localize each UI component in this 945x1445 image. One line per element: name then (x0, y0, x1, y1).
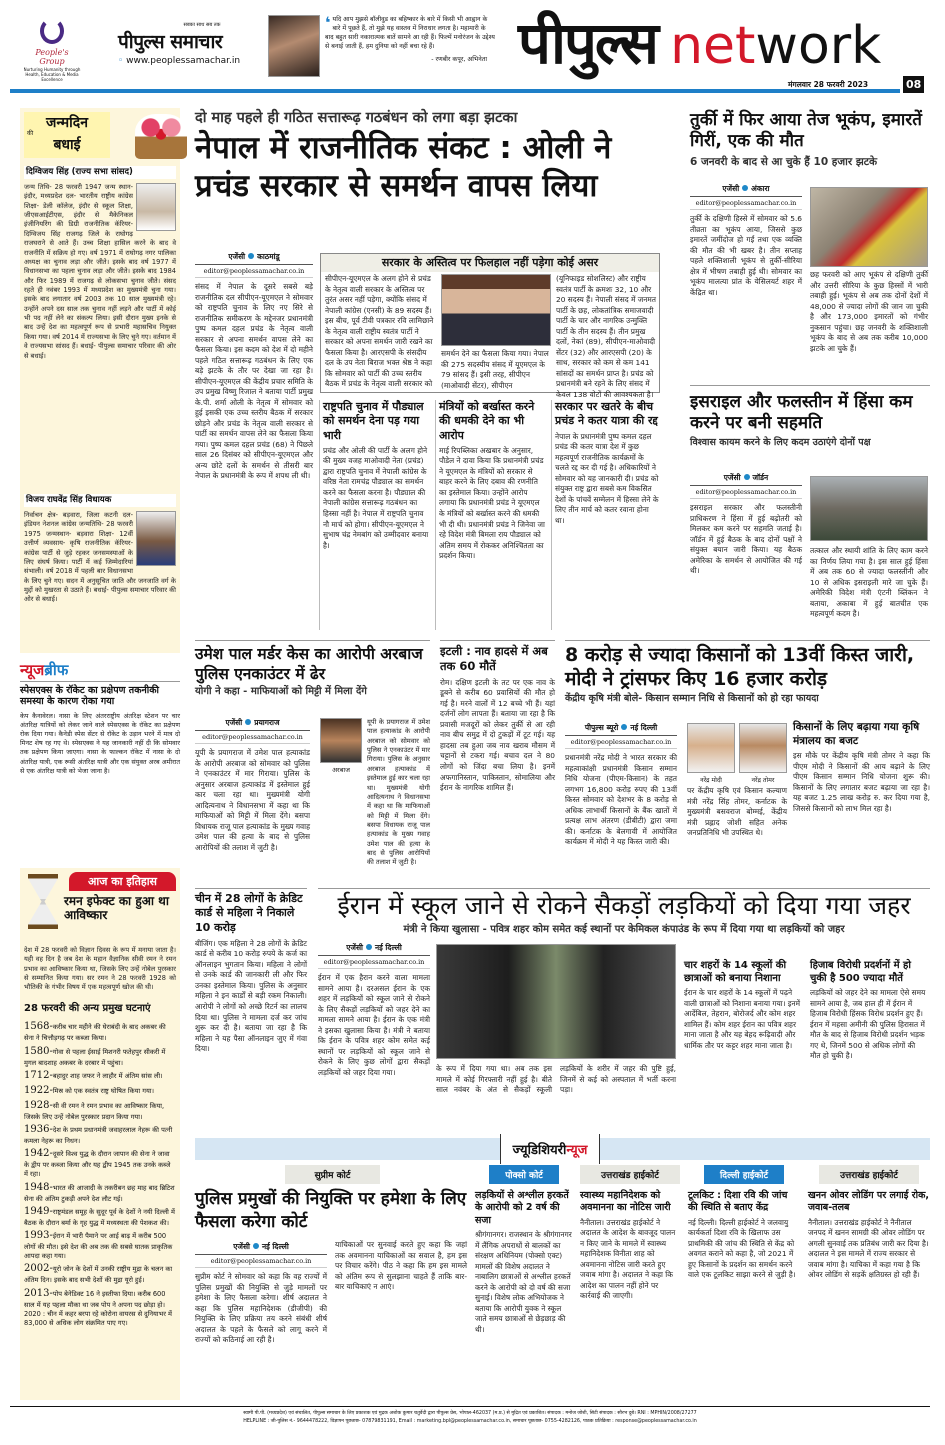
event-text: बहादुर शाह जफर ने लाहौर में अंतिम सांस ली। (52, 1071, 163, 1080)
bullet-icon (621, 724, 627, 730)
flower-basket-icon (135, 114, 187, 159)
israel-article: इसराइल और फलस्तीन में हिंसा कम करने पर बनी सहमति विश्वास कायम करने के लिए कदम उठाएंगे दोनों पक्ष एजेंसी जॉर्डन editor@peoplessamachar.co.in इसराइल सरकार और फलस्तीनी प्राधिकरण ने हिंसा में हुई बढ़ोतरी को मिलकर कम करने पर सहमति जताई है। जॉर्डन में हुई बैठक के बाद दोनों पक्षों ने संयुक्त बयान जारी किया। यह बैठक अमेरिका के समर्थन से आयोजित की गई थी। तत्काल और स्थायी शांति के लिए काम करने का निर्णय लिया गया है। इस साल हुई हिंसा में अब तक 60 से ज्यादा फलस्तीनी और 10 से अधिक इसराइली मारे जा चुके हैं। अमेरिकी विदेश मंत्री एंटनी ब्लिंकन ने बताया, अकाबा में हुई बातचीत एक महत्वपूर्ण कदम है। (690, 385, 930, 630)
event-year: 1936- (24, 1123, 53, 1135)
event-text: मिस्र को एक स्वतंत्र राष्ट्र घोषित किया गया। (52, 1086, 154, 1095)
history-header: आज का इतिहास रमन इफेक्ट का हुआ था आविष्कार (24, 872, 176, 940)
uttarakhand-hc-article-2: उत्तराखंड हाईकोर्ट खनन ओवर लोडिंग पर लगाई रोक, जवाब-तलब नैनीताल। उत्तराखंड हाईकोर्ट ने नैनीताल जनपद में खनन सामग्री की ओवर लोडिंग पर अगली सुनवाई तक प्रतिबंध जारी कर दिया है। अदालत ने इस मामले में राज्य सरकार से जवाब मांगा है। याचिका में कहा गया है कि ओवर लोडिंग से सड़कें क्षतिग्रस्त हो रही हैं। (808, 1165, 930, 1400)
event-text: दूसरे विश्व युद्ध के दौरान जापान की सेना ने जावा के द्वीप पर कब्जा किया और यह द्वीप 1945 तक उनके कब्जे में रहा। (24, 1150, 171, 1179)
umesh-pal-article: उमेश पाल मर्डर केस का आरोपी अरबाज पुलिस एनकाउंटर में ढेर योगी ने कहा - माफियाओं को मिट्टी में मिला देंगे एजेंसी प्रयागराज editor@peoplessamachar.co.in यूपी के प्रयागराज में उमेश पाल हत्याकांड के आरोपी अरबाज को सोमवार को पुलिस ने एनकाउंटर में मार गिराया। पुलिस के अनुसार अरबाज हत्याकांड में इस्तेमाल हुई कार चला रहा था। मुख्यमंत्री योगी आदित्यनाथ ने विधानसभा में कहा था कि माफियाओं को मिट्टी में मिला देंगे। बसपा विधायक राजू पाल हत्याकांड के मुख्य गवाह उमेश पाल की हत्या के बाद से पुलिस आरोपियों की तलाश में जुटी है। अरबाज यूपी के प्रयागराज में उमेश पाल हत्याकांड के आरोपी अरबाज को सोमवार को पुलिस ने एनकाउंटर में मार गिराया। पुलिस के अनुसार अरबाज हत्याकांड में इस्तेमाल हुई कार चला रहा था। मुख्यमंत्री योगी आदित्यनाथ ने विधानसभा में कहा था कि माफियाओं को मिट्टी में मिला देंगे। बसपा विधायक राजू पाल हत्याकांड के मुख्य गवाह उमेश पाल की हत्या के बाद से पुलिस आरोपियों की तलाश में जुटी है। (195, 640, 430, 880)
event-year: 1942- (24, 1148, 53, 1160)
page-number: 08 (903, 76, 924, 93)
event-text: राष्ट्रमंडल समूह के सुदूर पूर्व के देशों ने नयी दिल्ली में बैठक के दौरान बर्मा के गृह युद्ध में मध्यस्थता की पेशकश की। (24, 1207, 175, 1227)
bullet-icon (744, 474, 750, 480)
vijay-singh-photo (136, 511, 176, 566)
peoples-group-logo: People's Group Nurturing Humanity through Health, Education & Media Excellence (22, 18, 82, 82)
nepal-headline: नेपाल में राजनीतिक संकट : ओली ने प्रचंड सरकार से समर्थन वापस लिया (195, 129, 612, 205)
history-event (24, 1069, 176, 1083)
history-event (24, 1262, 176, 1285)
birthday-person-name: दिग्विजय सिंह (राज्य सभा सांसद) (24, 166, 176, 179)
website-link[interactable]: ◦ www.peoplessamachar.in (118, 56, 241, 66)
event-text: गोवा से पहला ईसाई मिशनरी फतेहपुर सीकरी में मुगल बादशाह अकबर के दरबार में पहुंचा। (24, 1047, 166, 1067)
event-year: 1712- (24, 1069, 53, 1081)
birthday-section: जन्मदिन की बधाई दिग्विजय सिंह (राज्य सभा सांसद) जन्म तिथि- 28 फरवरी 1947 जन्म स्थान- इंदौर, मध्यप्रदेश दल- भारतीय राष्ट्रीय कांग्रेस शिक्षा- डेली कॉलेज, इंदौर से स्कूल शिक्षा, जीएसआईटीएस, इंदौर से मैकेनिकल इंजीनियरिंग की डिग्री राजनीतिक कॅरियर- दिग्विजय सिंह राजगढ़ जिले के राघोगढ़ राजघराने से आते हैं। उच्च शिक्षा हासिल करने के बाद वे राजनीति में सक्रिय हो गए। वर्ष 1971 में राघोगढ़ नगर पालिका अध्यक्ष का चुनाव लड़ा और जीते। इसके बाद वर्ष 1977 में विधानसभा का पहला चुनाव लड़ा और जीते। इसके बाद 1984 और फिर 1989 में राजगढ़ से लोकसभा चुनाव जीते। संसद रहते ही नवंबर 1993 में मध्यप्रदेश का मुख्यमंत्री चुना गया। इसके बाद लगातार वर्ष 2003 तक 10 साल मुख्यमंत्री रहे। उन्होंने अपने दस साल तक चुनाव नहीं लड़ने और पार्टी में कोई भी पद नहीं लेने का संकल्प लिया। इसी दौरान मुख्य इनके से बाद उन्हें देश का महत्वपूर्ण रूप से प्रभारी महासचिव नियुक्त किया गया। वर्ष 2014 में राज्यसभा के लिए चुने गए। वर्तमान में वे राज्यसभा सांसद हैं। बधाई- पीपुल्स समाचार परिवार की ओर से बधाई। विजय राघवेंद्र सिंह विधायक निर्वाचन क्षेत्र- बड़वारा, जिला कटनी दल- इंडियन नेशनल कांग्रेस जन्मतिथि- 28 फरवरी 1975 जन्मस्थान- बड़वारा शिक्षा- 12वीं उत्तीर्ण व्यवसाय- कृषि राजनीतिक कॅरियर- कांग्रेस पार्टी से जुड़े रहकर जनसमस्याओं के लिए संघर्ष किया। पार्टी में कई जिम्मेदारियां संभाली। वर्ष 2018 में पहली बार विधानसभा के लिए चुने गए। सदन में अनुसूचित जाति और जनजाति वर्ग के मुद्दों को मुखरता से उठाते हैं। बधाई- पीपुल्स समाचार परिवार की ओर से बधाई। (20, 108, 180, 653)
judiciary-banner: ज्यूडिशियरीन्यूज (195, 1138, 930, 1160)
israel-street-photo (810, 476, 928, 541)
event-year: 1580- (24, 1045, 53, 1057)
history-event (24, 1229, 176, 1261)
history-event (24, 1045, 176, 1068)
event-year: 1568- (24, 1021, 53, 1033)
event-year: 1922- (24, 1084, 53, 1096)
birthday-person-name: विजय राघवेंद्र सिंह विधायक (24, 494, 176, 507)
bullet-icon (366, 944, 372, 950)
nepal-sub3: सरकार पर खतरे के बीच प्रचंड ने कतर यात्रा की रद्द नेपाल के प्रधानमंत्री पुष्प कमल दहल प्रचंड की कतर यात्रा देश में कुछ महत्वपूर्ण राजनीतिक कार्यक्रमों के चलते रद्द कर दी गई है। अधिकारियों ने सोमवार को यह जानकारी दी। प्रचंड को संयुक्त राष्ट्र द्वारा सबसे कम विकसित देशों के पांचवें सम्मेलन में हिस्सा लेने के लिए तीन मार्च को कतर रवाना होना था। (555, 400, 659, 525)
history-event (24, 1205, 176, 1228)
event-year: 2013- (24, 1287, 53, 1299)
earthquake-rubble-photo (810, 187, 928, 267)
iran-article: ईरान में स्कूल जाने से रोकने सैकड़ों लड़कियों को दिया गया जहर मंत्री ने किया खुलासा - पवित्र शहर कोम समेत कई स्थानों पर केमिकल कंपाउंड के रूप में दिया गया था लड़कियों को जहर एजेंसी नई दिल्ली editor@peoplessamachar.co.in ईरान में एक हैरान करने वाला मामला सामने आया है। दरअसल ईरान के एक शहर में लड़कियों को स्कूल जाने से रोकने के लिए सैकड़ों लड़कियों को जहर देने का मामला सामने आया है। ईरान के एक मंत्री ने इसका खुलासा किया है। मंत्री ने बताया कि ईरान के पवित्र शहर कोम समेत कई स्थानों पर लड़कियों को स्कूल जाने से रोकने के लिए कुछ लोगों द्वारा सैकड़ों लड़कियों को जहर दिया गया। के रूप में दिया गया था। अब तक इस मामले में कोई गिरफ्तारी नहीं हुई है। बीते साल नवंबर के अंत से सैकड़ों स्कूली लड़कियों के शरीर में जहर की पुष्टि हुई, जिनमें से कई को अस्पताल में भर्ती करना पड़ा। चार शहरों के 14 स्कूलों की छात्राओं को बनाया निशाना ईरान के चार शहरों के 14 स्कूलों में पढ़ने वाली छात्राओं को निशाना बनाया गया। इनमें आर्देबिल, तेहरान, बोरोजर्द और कोम शहर शामिल हैं। कोम शहर ईरान का पवित्र शहर माना जाता है और यह बेहद रूढ़िवादी और धार्मिक तौर पर कट्टर शहर माना जाता है। हिजाब विरोधी प्रदर्शनों में हो चुकी है 500 ज्यादा मौतें लड़कियों को जहर देने का मामला ऐसे समय सामने आया है, जब हाल ही में ईरान में हिजाब विरोधी हिंसक विरोध प्रदर्शन हुए हैं। ईरान में महसा अमीनी की पुलिस हिरासत में मौत के बाद से हिजाब विरोधी प्रदर्शन भड़क गए थे, जिनमें 500 से अधिक लोगों की मौत हो चुकी है। (318, 888, 930, 1128)
nepal-sub2: मंत्रियों को बर्खास्त करने की धमकी देने का भी आरोप माई रिपब्लिका अखबार के अनुसार, पौडेल ने दावा किया कि प्रधानमंत्री प्रचंड ने यूएमएल के मंत्रियों को सरकार से बाहर करने के लिए दबाव की रणनीति का इस्तेमाल किया। उन्होंने आरोप लगाया कि प्रधानमंत्री प्रचंड ने यूएमएल के मंत्रियों को बर्खास्त करने की धमकी भी दी थी। प्रधानमंत्री प्रचंड ने जिनेवा जा रहे विदेश मंत्री बिमला राय पौड्याल को अंतिम समय में रोककर अनिश्चितता का प्रदर्शन किया। (439, 400, 545, 561)
history-event (24, 1099, 176, 1122)
news-brief: न्यूजब्रीफ स्पेसएक्स के रॉकेट का प्रक्षेपण तकनीकी समस्या के कारण रोका गया केप कैनावेरल। नासा के लिए अंतरराष्ट्रीय अंतरिक्ष स्टेशन पर चार अंतरिक्ष यात्रियों को लेकर जाने वाले स्पेसएक्स के रॉकेट का प्रक्षेपण रोक दिया गया। कैनेडी स्पेस सेंटर से रॉकेट के उड़ान भरने में मात्र दो मिनट शेष रह गए थे। स्पेसएक्स ने यह जानकारी नहीं दी कि सोमवार तक प्रक्षेपण किया जाएगा। नासा के फाल्कन रॉकेट में नासा के दो अंतरिक्ष यात्री, एक रूसी अंतरिक्ष यात्री और एक संयुक्त अरब अमीरात से एक अंतरिक्ष यात्री को भेजा जाना है। (20, 661, 180, 775)
history-banner: आज का इतिहास (69, 872, 176, 891)
turkey-article: तुर्की में फिर आया तेज भूकंप, इमारतें गिरीं, एक की मौत 6 जनवरी के बाद से आ चुके हैं 10 हजार झटके एजेंसी अंकारा editor@peoplessamachar.co.in तुर्की के दक्षिणी हिस्से में सोमवार को 5.6 तीव्रता का भूकंप आया, जिससे कुछ इमारतें जमींदोज हो गईं तथा एक व्यक्ति की मौत की भी खबर है। तीन सप्ताह पहले शक्तिशाली भूकंप से तुर्की-सीरिया क्षेत्र में भीषण तबाही हुई थी। सोमवार का भूकंप मालत्या प्रांत के येसिलयर्ट शहर में केंद्रित था। छह फरवरी को आए भूकंप से दक्षिणी तुर्की और उत्तरी सीरिया के कुछ हिस्सों में भारी तबाही हुई। भूकंप से अब तक दोनों देशों में 48,000 से ज्यादा लोगों की जान जा चुकी है और 173,000 इमारतों को गंभीर नुकसान पहुंचा। छह जनवरी के शक्तिशाली भूकंप के बाद से अब तक करीब 10,000 झटके आ चुके हैं। (690, 110, 928, 353)
history-event (24, 1123, 176, 1146)
event-text: सी वी रमन ने रमन प्रभाव का आविष्कार किया, जिसके लिए उन्हें नोबेल पुरस्कार प्रदान किया गया। (24, 1101, 165, 1121)
history-section: आज का इतिहास रमन इफेक्ट का हुआ था आविष्कार देश में 28 फरवरी को विज्ञान दिवस के रूप में मनाया जाता है। यही वह दिन है जब देश के महान वैज्ञानिक सीवी रमन ने रमन प्रभाव का आविष्कार किया था, जिसके लिए उन्हें नोबेल पुरस्कार से सम्मानित किया गया। सर रमन ने 28 फरवरी 1928 को भौतिकी के गंभीर विषय में एक महत्वपूर्ण खोज की थी। 28 फरवरी की अन्य प्रमुख घटनाएं 1568-करीब चार महीने की घेराबंदी के बाद अकबर की सेना ने चित्तौड़गढ़ पर कब्जा किया। 1580-गोवा से पहला ईसाई मिशनरी फतेहपुर सीकरी में मुगल बादशाह अकबर के दरबार में पहुंचा। 1712-बहादुर शाह जफर ने लाहौर में अंतिम सांस ली। 1922-मिस्र को एक स्वतंत्र राष्ट्र घोषित किया गया। 1928-सी वी रमन ने रमन प्रभाव का आविष्कार किया, जिसके लिए उन्हें नोबेल पुरस्कार प्रदान किया गया। 1936-देश के प्रथम प्रधानमंत्री जवाहरलाल नेहरू की पत्नी कमला नेहरू का निधन। 1942-दूसरे विश्व युद्ध के दौरान जापान की सेना ने जावा के द्वीप पर कब्जा किया और यह द्वीप 1945 तक उनके कब्जे में रहा। 1948-भारत की आजादी के तकरीबन छह माह बाद ब्रिटिश सेना की अंतिम टुकड़ी अपने देश लौट गई। 1949-राष्ट्रमंडल समूह के सुदूर पूर्व के देशों ने नयी दिल्ली में बैठक के दौरान बर्मा के गृह युद्ध में मध्यस्थता की पेशकश की। 1993-ईरान में भारी पैमाने पर आई बाढ़ में करीब 500 लोगों की मौत। इसे देश की अब तक की सबसे घातक प्राकृतिक आपदा कहा गया। 2002-यूरो जोन के देशों में उनकी राष्ट्रीय मुद्रा के चलन का अंतिम दिन। इसके बाद सभी देशों की मुद्रा यूरो हुई। 2013-पोप बेनेडिक्ट 16 ने इस्तीफा दिया। करीब 600 साल में यह पहला मौका था जब पोप ने अपना पद छोड़ा हो। 2020 : चीन में कहर बरपा रहे कोरोना वायरस से दुनियाभर में 83,000 से अधिक लोग संक्रमित पाए गए। (20, 868, 180, 1400)
header-rule (10, 89, 900, 93)
history-event (24, 1020, 176, 1043)
tomar-photo (739, 723, 787, 773)
nepal-article: दो माह पहले ही गठित सत्तारूढ़ गठबंधन को लगा बड़ा झटका नेपाल में राजनीतिक संकट : ओली ने प्रचंड सरकार से समर्थन वापस लिया एजेंसी काठमांडू editor@peoplessamachar.co.in संसद में नेपाल के दूसरे सबसे बड़े राजनीतिक दल सीपीएन-यूएमएल ने सोमवार को राष्ट्रपति चुनाव के लिए नए सिरे से राजनीतिक समीकरण के मद्देनजर प्रधानमंत्री पुष्प कमल दहल प्रचंड के नेतृत्व वाली सरकार से अपना समर्थन वापस लेने का फैसला किया। इस कदम को देश में दो महीने पहले गठित सत्तारूढ़ गठबंधन के लिए एक बड़े झटके के तौर पर देखा जा रहा है। सीपीएन-यूएमएल की केंद्रीय प्रचार समिति के उप प्रमुख विष्णु रिजाल ने बताया पार्टी प्रमुख के.पी. शर्मा ओली के नेतृत्व में सोमवार को हुई इसकी एक उच्च स्तरीय बैठक में सरकार छोड़ने और प्रचंड के नेतृत्व वाली सरकार से पार्टी का समर्थन वापस लेने का फैसला किया गया। पुष्प कमल दहल प्रचंड (68) ने पिछले साल 26 दिसंबर को सीपीएन-यूएमएल और अन्य छोटे दलों के समर्थन से तीसरी बार नेपाल के प्रधानमंत्री के रूप में शपथ ली थी। सरकार के अस्तित्व पर फिलहाल नहीं पड़ेगा कोई असर सीपीएन-यूएमएल के अलग होने से प्रचंड के नेतृत्व वाली सरकार के अस्तित्व पर तुरंत असर नहीं पड़ेगा, क्योंकि संसद में नेपाली कांग्रेस (एनसी) के 89 सदस्य हैं। इस बीच, पूर्व टीवी पत्रकार रवि लामिछाने के नेतृत्व वाली राष्ट्रीय स्वतंत्र पार्टी ने सरकार को अपना समर्थन जारी रखने का फैसला किया है। आरएसपी के संसदीय दल के उप नेता बिराज भक्त श्रेष्ठ ने कहा कि सोमवार को पार्टी की उच्च स्तरीय बैठक में प्रचंड के नेतृत्व वाली सरकार को समर्थन देने का फैसला किया गया। नेपाल की 275 सदस्यीय संसद में यूएमएल के 79 सांसद हैं। इसी तरह, सीपीएन (माओवादी सेंटर), सीपीएन (यूनिफाइड सोशलिस्ट) और राष्ट्रीय स्वतंत्र पार्टी के क्रमशः 32, 10 और 20 सदस्य हैं। नेपाली संसद में जनमत पार्टी के छह, लोकतांत्रिक समाजवादी पार्टी के चार और नागरिक उन्मुक्ति पार्टी के तीन सदस्य हैं। तीन प्रमुख दलों, नेकां (89), सीपीएन-माओवादी सेंटर (32) और आरएसपी (20) के साथ, सरकार को कम से कम 141 सांसदों का समर्थन प्राप्त है। प्रचंड को प्रधानमंत्री बने रहने के लिए संसद में केवल 138 वोटों की आवश्यकता है। राष्ट्रपति चुनाव में पौड्याल को समर्थन देना पड़ गया भारी प्रचंड और ओली की पार्टी के अलग होने की मुख्य वजह माओवादी नेता (प्रचंड) द्वारा राष्ट्रपति चुनाव में नेपाली कांग्रेस के वरिष्ठ नेता रामचंद्र पौड्याल का समर्थन करने का फैसला करना है। पौड्याल की नेपाली कांग्रेस सत्तारूढ़ गठबंधन का हिस्सा नहीं है। नेपाल में राष्ट्रपति चुनाव नौ मार्च को होगा। सीपीएन-यूएमएल ने सुभाष चंद्र नेमबांग को उम्मीदवार बनाया है। मंत्रियों को बर्खास्त करने की धमकी देने का भी आरोप माई रिपब्लिका अखबार के अनुसार, पौडेल ने दावा किया कि प्रधानमंत्री प्रचंड ने यूएमएल के मंत्रियों को सरकार से बाहर करने के लिए दबाव की रणनीति का इस्तेमाल किया। उन्होंने आरोप लगाया कि प्रधानमंत्री प्रचंड ने यूएमएल के मंत्रियों को बर्खास्त करने की धमकी भी दी थी। प्रधानमंत्री प्रचंड ने जिनेवा जा रहे विदेश मंत्री बिमला राय पौड्याल को अंतिम समय में रोककर अनिश्चितता का प्रदर्शन किया। सरकार पर खतरे के बीच प्रचंड ने कतर यात्रा की रद्द नेपाल के प्रधानमंत्री पुष्प कमल दहल प्रचंड की कतर यात्रा देश में कुछ महत्वपूर्ण राजनीतिक कार्यक्रमों के चलते रद्द कर दी गई है। अधिकारियों ने सोमवार को यह जानकारी दी। प्रचंड को संयुक्त राष्ट्र द्वारा सबसे कम विकसित देशों के पांचवें सम्मेलन में हिस्सा लेने के लिए तीन मार्च को कतर रवाना होना था। (195, 110, 660, 635)
birthday-banner: जन्मदिन की बधाई (24, 112, 110, 158)
paper-logo: सबका साथ सब तक पीपुल्स समाचार ◦ www.peoplessamachar.in (118, 22, 266, 66)
event-year: 1948- (24, 1181, 53, 1193)
bullet-icon (245, 719, 251, 725)
uttarakhand-hc-article-1: उत्तराखंड हाईकोर्ट स्वास्थ्य महानिदेशक को अवमानना का नोटिस जारी नैनीताल। उत्तराखंड हाईकोर्ट ने अदालत के आदेश के बावजूद पालन न किए जाने के मामले में स्वास्थ्य महानिदेशक विनीता शाह को अवमानना नोटिस जारी करते हुए जवाब मांगा है। अदालत ने कहा कि आदेश का पालन नहीं होने पर कार्रवाई की जाएगी। (580, 1165, 680, 1400)
history-event (24, 1181, 176, 1204)
kisan-article: 8 करोड़ से ज्यादा किसानों को 13वीं किस्त जारी, मोदी ने ट्रांसफर किए 16 हजार करोड़ केंद्रीय कृषि मंत्री बोले- किसान सम्मान निधि से किसानों को हो रहा फायदा पीपुल्स ब्यूरो नई दिल्ली editor@peoplessamachar.co.in प्रधानमंत्री नरेंद्र मोदी ने भारत सरकार की महत्वाकांक्षी प्रधानमंत्री किसान सम्मान निधि योजना (पीएम-किसान) के तहत लगभग 16,800 करोड़ रुपए की 13वीं किस्त सोमवार को देशभर के 8 करोड़ से अधिक लाभार्थी किसानों के बैंक खातों में प्रत्यक्ष लाभ अंतरण (डीबीटी) द्वारा जमा की। कर्नाटक के बेलगावी में आयोजित कार्यक्रम में मोदी ने यह किस्त जारी की। नरेंद्र मोदी नरेंद्र तोमर पर केंद्रीय कृषि एवं किसान कल्याण मंत्री नरेंद्र सिंह तोमर, कर्नाटक के मुख्यमंत्री बसवराज बोम्मई, केंद्रीय मंत्री प्रह्लाद जोशी सहित अनेक जनप्रतिनिधि भी उपस्थित थे। किसानों के लिए बढ़ाया गया कृषि मंत्रालय का बजट इस मौके पर केंद्रीय कृषि मंत्री तोमर ने कहा कि पीएम मोदी ने किसानों की आय बढ़ाने के लिए पीएम किसान सम्मान निधि योजना शुरू की। किसानों के लिए लगातार बजट बढ़ाया जा रहा है। यह बजट 1.25 लाख करोड़ रु. कर दिया गया है, जिससे किसानों को लाभ मिल रहा है। (565, 640, 930, 880)
bullet-icon (742, 185, 748, 191)
nepal-sub1: राष्ट्रपति चुनाव में पौड्याल को समर्थन देना पड़ गया भारी प्रचंड और ओली की पार्टी के अलग होने की मुख्य वजह माओवादी नेता (प्रचंड) द्वारा राष्ट्रपति चुनाव में नेपाली कांग्रेस के वरिष्ठ नेता रामचंद्र पौड्याल का समर्थन करने का फैसला करना है। पौड्याल की नेपाली कांग्रेस सत्तारूढ़ गठबंधन का हिस्सा नहीं है। नेपाल में राष्ट्रपति चुनाव नौ मार्च को होगा। सीपीएन-यूएमएल ने सुभाष चंद्र नेमबांग को उम्मीदवार बनाया है। (323, 400, 429, 550)
history-event (24, 1084, 176, 1098)
quote-box: ❛ यदि आप मुझसे बॉलीवुड का बहिष्कार के बारे में किसी भी आह्वान के बारे में पूछते हैं, तो मुझे यह वास्तव में निराधार लगता है। महामारी के बाद बहुत सारी नकारात्मक बातें सामने आ रही हैं। फिल्में मनोरंजन के उद्देश्य से बनाई जाती हैं, हम दुनिया को नहीं बचा रहे हैं। - रणबीर कपूर, अभिनेता (325, 13, 495, 63)
event-text: यूरो जोन के देशों में उनकी राष्ट्रीय मुद्रा के चलन का अंतिम दिन। इसके बाद सभी देशों की मुद्रा यूरो हुई। (24, 1265, 173, 1285)
group-logo-icon (40, 18, 64, 44)
event-text: पोप बेनेडिक्ट 16 ने इस्तीफा दिया। करीब 600 साल में यह पहला मौका था जब पोप ने अपना पद छोड़ा हो। 2020 : चीन में कहर बरपा रहे कोरोना वायरस से दुनियाभर में 83,000 से अधिक लोग संक्रमित पाए गए। (24, 1289, 172, 1328)
event-year: 2002- (24, 1263, 53, 1275)
event-text: करीब चार महीने की घेराबंदी के बाद अकबर की सेना ने चित्तौड़गढ़ पर कब्जा किया। (24, 1023, 166, 1043)
pocso-court-article: पोक्सो कोर्ट लड़कियों से अश्लील हरकतें के आरोपी को 2 वर्ष की सजा श्रीगंगानगर। राजस्थान के श्रीगंगानगर में लैंगिक अपराधों से बालकों का संरक्षण अधिनियम (पोक्सो एक्ट) मामलों की विशेष अदालत ने नाबालिग छात्राओं से अश्लील हरकतें करने के आरोपी को दो वर्ष की सजा सुनाई। विशेष लोक अभियोजक ने बताया कि आरोपी युवक ने स्कूल जाते समय छात्राओं से छेड़छाड़ की थी। (475, 1165, 573, 1400)
digvijay-singh-photo (136, 183, 176, 231)
event-text: देश के प्रथम प्रधानमंत्री जवाहरलाल नेहरू की पत्नी कमला नेहरू का निधन। (24, 1125, 173, 1145)
event-text: ईरान में भारी पैमाने पर आई बाढ़ में करीब 500 लोगों की मौत। इसे देश की अब तक की सबसे घातक प्राकृतिक आपदा कहा गया। (24, 1232, 173, 1261)
history-event (24, 1287, 176, 1329)
arbaz-photo (320, 718, 362, 763)
history-events-list (24, 1020, 176, 1328)
prachanda-photo (441, 274, 551, 346)
china-article: चीन में 28 लोगों के क्रेडिट कार्ड से महिला ने निकाले 10 करोड़ बीजिंग। एक महिला ने 28 लोगों के क्रेडिट कार्ड से करीब 10 करोड़ रुपये के कर्ज का ऑनलाइन भुगतान किया। महिला ने लोगों से उनके कार्ड की जानकारी ली और फिर उनका इस्तेमाल किया। पुलिस के अनुसार महिला ने इन कार्डों से बड़ी रकम निकाली। आरोपी ने लोगों को अच्छे रिटर्न का लालच दिया था। पुलिस ने मामला दर्ज कर जांच शुरू कर दी है। बताया जा रहा है कि महिला ने यह पैसा ऑनलाइन जुए में गंवा दिया। (195, 888, 307, 1128)
nepal-box: सरकार के अस्तित्व पर फिलहाल नहीं पड़ेगा कोई असर सीपीएन-यूएमएल के अलग होने से प्रचंड के नेतृत्व वाली सरकार के अस्तित्व पर तुरंत असर नहीं पड़ेगा, क्योंकि संसद में नेपाली कांग्रेस (एनसी) के 89 सदस्य हैं। इस बीच, पूर्व टीवी पत्रकार रवि लामिछाने के नेतृत्व वाली राष्ट्रीय स्वतंत्र पार्टी ने सरकार को अपना समर्थन जारी रखने का फैसला किया है। आरएसपी के संसदीय दल के उप नेता बिराज भक्त श्रेष्ठ ने कहा कि सोमवार को पार्टी की उच्च स्तरीय बैठक में प्रचंड के नेतृत्व वाली सरकार को समर्थन देने का फैसला किया गया। नेपाल की 275 सदस्यीय संसद में यूएमएल के 79 सांसद हैं। इसी तरह, सीपीएन (माओवादी सेंटर), सीपीएन (यूनिफाइड सोशलिस्ट) और राष्ट्रीय स्वतंत्र पार्टी के क्रमशः 32, 10 और 20 सदस्य हैं। नेपाली संसद में जनमत पार्टी के छह, लोकतांत्रिक समाजवादी पार्टी के चार और नागरिक उन्मुक्ति पार्टी के तीन सदस्य हैं। तीन प्रमुख दलों, नेकां (89), सीपीएन-माओवादी सेंटर (32) और आरएसपी (20) के साथ, सरकार को कम से कम 141 सांसदों का समर्थन प्राप्त है। प्रचंड को प्रधानमंत्री बने रहने के लिए संसद में केवल 138 वोटों की आवश्यकता है। (320, 253, 660, 393)
quote-mark-icon: ❛ (325, 13, 331, 32)
bullet-icon (248, 253, 254, 259)
iran-schoolgirls-photo (436, 944, 676, 1059)
ranbir-kapoor-photo (268, 15, 320, 77)
supreme-court-article: सुप्रीम कोर्ट पुलिस प्रमुखों की नियुक्ति पर हमेशा के लिए फैसला करेगा कोर्ट एजेंसी नई दिल्ली editor@peoplessamachar.co.in सुप्रीम कोर्ट ने सोमवार को कहा कि वह राज्यों में पुलिस प्रमुखों की नियुक्ति से जुड़े मामलों पर हमेशा के लिए फैसला करेगा। शीर्ष अदालत ने कहा कि पुलिस महानिदेशक (डीजीपी) की नियुक्ति के लिए प्रक्रिया तय करने संबंधी शीर्ष अदालत के पहले के फैसले को लागू करने में राज्यों को कठिनाई आ रही है। याचिकाओं पर सुनवाई करते हुए कहा कि जहां तक अवमानना याचिकाओं का सवाल है, हम इस पर विचार करेंगे। पीठ ने कहा कि हम इस मामले को अंतिम रूप से सुलझाना चाहते हैं ताकि बार-बार याचिकाएं न आएं। (195, 1165, 470, 1400)
event-year: 1928- (24, 1099, 53, 1111)
bullet-icon (253, 1243, 259, 1249)
event-year: 1949- (24, 1205, 53, 1217)
header (0, 0, 945, 100)
event-year: 1993- (24, 1230, 53, 1242)
footer: स्वामी पी.पी. (मध्यप्रदेश) एवं संचालित, पीपुल्स समाचार के लिए प्रकाशक एवं मुद्रक अशोक कुमार चतुर्वेदी द्वारा पीपुल्स प्रेस, भोपाल-462037 (म.प्र.) से मुद्रित एवं प्रकाशित। संपादक : मनोज जोशी, सिटी संपादक : सौरभ दुबे। RNI : MPHIN/2008/27277 HELPLINE : जी-पुलिस नं.- 9644478222, विज्ञापन पूछताछ- 07879831191, Email : marketing.bpl@peoplessamachar.co.in, समाचार पूछताछ- 0755-4282126, पाठक प्रतिक्रिया : response@peoplessamachar.co.in (10, 1406, 930, 1425)
italy-article: इटली : नाव हादसे में अब तक 60 मौतें रोम। दक्षिण इटली के तट पर एक नाव के डूबने से करीब 60 प्रवासियों की मौत हो गई है। मरने वालों में 12 बच्चे भी हैं। यहां दर्जनों लोग लापता हैं। बताया जा रहा है कि प्रवासी मजदूरों को लेकर तुर्की से आ रही नाव बीच समुद्र में दो टुकड़ों में टूट गई। यह हादसा तब हुआ जब नाव खराब मौसम में चट्टानों से टकरा गई। बचाव दल ने 80 लोगों को जिंदा बचा लिया है। इनमें अफगानिस्तान, पाकिस्तान, सोमालिया और ईरान के नागरिक शामिल हैं। (440, 640, 555, 880)
event-text: भारत की आजादी के तकरीबन छह माह बाद ब्रिटिश सेना की अंतिम टुकड़ी अपने देश लौट गई। (24, 1183, 175, 1203)
modi-photo (687, 723, 735, 773)
issue-date: मंगलवार 28 फरवरी 2023 (788, 80, 869, 89)
history-event (24, 1147, 176, 1179)
delhi-hc-article: दिल्ली हाईकोर्ट टूलकिट : दिशा रवि की जांच की स्थिति से बताए केंद्र नई दिल्ली। दिल्ली हाईकोर्ट ने जलवायु कार्यकर्ता दिशा रवि के खिलाफ उस प्राथमिकी की जांच की स्थिति से केंद्र को अवगत कराने को कहा है, जो 2021 में हुए किसानों के प्रदर्शन का समर्थन करने वाले एक टूलकिट साझा करने से जुड़ी है। (688, 1165, 800, 1400)
masthead: पीपुल्स network (518, 9, 882, 77)
